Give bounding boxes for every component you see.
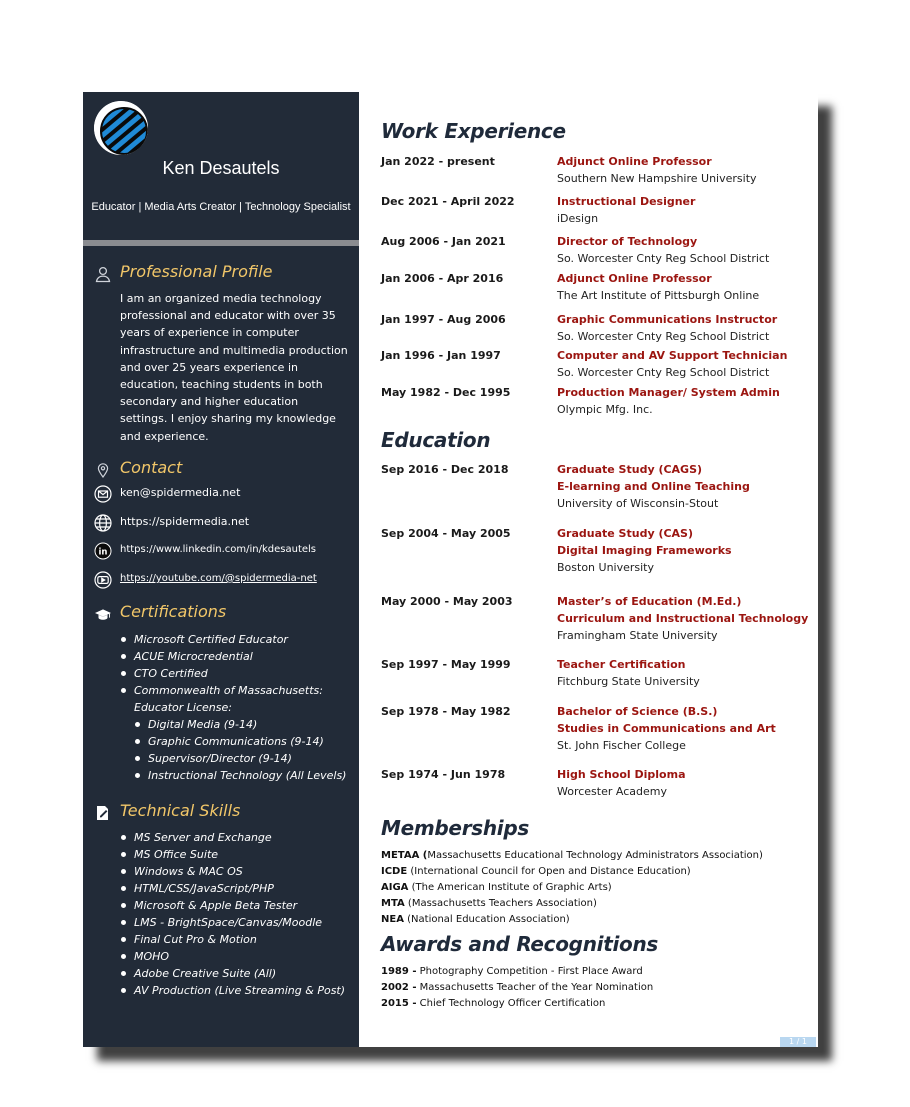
membership-item — [381, 882, 612, 893]
list-item: Adobe Creative Suite (All) — [120, 965, 345, 982]
entry-date: Aug 2006 - Jan 2021 — [381, 235, 506, 248]
page-indicator: 1 / 1 — [780, 1037, 816, 1047]
list-item: ACUE Microcredential — [120, 648, 346, 665]
award-text: Photography Competition - First Place Award — [416, 966, 643, 977]
list-item: HTML/CSS/JavaScript/PHP — [120, 880, 345, 897]
entry-title: Computer and AV Support Technician — [557, 349, 788, 362]
award-year: 2015 - — [381, 998, 417, 1009]
list-item: MS Server and Exchange — [120, 829, 345, 846]
entry-title: High School Diploma — [557, 768, 686, 781]
list-item: Supervisor/Director (9-14) — [134, 750, 346, 767]
tagline: Educator | Media Arts Creator | Technology Specialist — [91, 201, 351, 213]
profile-title: Professional Profile — [120, 262, 273, 281]
person-name: Ken Desautels — [162, 158, 280, 178]
person-icon — [94, 265, 112, 283]
list-item: LMS - BrightSpace/Canvas/Moodle — [120, 914, 345, 931]
entry-org: So. Worcester Cnty Reg School District — [557, 252, 770, 265]
membership-text: (Massachusetts Teachers Association) — [404, 898, 597, 909]
contact-website[interactable] — [83, 513, 359, 533]
membership-abbr: ICDE — [381, 866, 408, 877]
list-item: Graphic Communications (9-14) — [134, 733, 346, 750]
entry-org: iDesign — [557, 212, 599, 225]
list-item: Microsoft Certified Educator — [120, 631, 346, 648]
contact-email[interactable] — [83, 484, 359, 504]
entry-title: Teacher Certification — [557, 658, 686, 671]
contact-title: Contact — [120, 458, 183, 477]
membership-abbr: AIGA — [381, 882, 409, 893]
entry-date: Jan 2022 - present — [381, 155, 495, 168]
profile-heading — [83, 262, 359, 286]
list-item: MS Office Suite — [120, 846, 345, 863]
entry-date: Sep 1974 - Jun 1978 — [381, 768, 506, 781]
awards-heading: Awards and Recognitions — [381, 932, 658, 956]
youtube-icon — [94, 571, 112, 589]
globe-icon — [94, 514, 112, 532]
entry-title: Production Manager/ System Admin — [557, 386, 780, 399]
list-item: Microsoft & Apple Beta Tester — [120, 897, 345, 914]
youtube-text[interactable]: https://youtube.com/@spidermedia-net — [120, 573, 317, 584]
membership-item — [381, 914, 570, 925]
contact-linkedin[interactable] — [83, 541, 359, 561]
membership-item — [381, 866, 691, 877]
entry-subtitle: Curriculum and Instructional Technology — [557, 612, 809, 625]
spider-media-logo — [94, 101, 148, 155]
main-content — [359, 92, 818, 1047]
entry-date: Sep 2004 - May 2005 — [381, 527, 511, 540]
list-item: Instructional Technology (All Levels) — [134, 767, 346, 784]
certifications-heading — [83, 602, 359, 626]
resume-page — [83, 92, 818, 1047]
membership-text: Massachusetts Educational Technology Administrators Association) — [427, 850, 763, 861]
entry-title: Adjunct Online Professor — [557, 272, 712, 285]
svg-text:in: in — [98, 547, 108, 558]
graduation-cap-icon — [94, 605, 112, 623]
entry-org: Framingham State University — [557, 629, 718, 642]
entry-date: Sep 1978 - May 1982 — [381, 705, 511, 718]
entry-title: Instructional Designer — [557, 195, 696, 208]
list-item: CTO Certified — [120, 665, 346, 682]
entry-title: Graduate Study (CAGS) — [557, 463, 703, 476]
entry-date: May 2000 - May 2003 — [381, 595, 513, 608]
contact-youtube[interactable] — [83, 570, 359, 590]
entry-org: Worcester Academy — [557, 785, 667, 798]
entry-date: Sep 2016 - Dec 2018 — [381, 463, 509, 476]
list-item: AV Production (Live Streaming & Post) — [120, 982, 345, 999]
entry-subtitle: Digital Imaging Frameworks — [557, 544, 732, 557]
document-pencil-icon — [94, 804, 112, 822]
certifications-title: Certifications — [120, 602, 227, 621]
linkedin-icon — [94, 542, 112, 560]
award-text: Massachusetts Teacher of the Year Nomination — [416, 982, 654, 993]
list-item: Final Cut Pro & Motion — [120, 931, 345, 948]
award-year: 2002 - — [381, 982, 417, 993]
list-item: MOHO — [120, 948, 345, 965]
envelope-icon — [94, 485, 112, 503]
sidebar-divider — [83, 240, 359, 246]
membership-item — [381, 850, 763, 861]
membership-text: (International Council for Open and Distance Education) — [407, 866, 691, 877]
profile-text: I am an organized media technology professional and educator with over 35 years of experience in computer infrastructure and multimedia production and over 25 years experience in education, teaching students in both secondary and higher education settings. I enjoy sharing my knowledge and experience. — [120, 292, 348, 443]
award-item — [381, 966, 643, 977]
certifications-list — [120, 631, 346, 784]
membership-text: (The American Institute of Graphic Arts) — [408, 882, 612, 893]
entry-org: Olympic Mfg. Inc. — [557, 403, 653, 416]
award-item — [381, 998, 605, 1009]
contact-heading — [83, 458, 359, 482]
education-heading: Education — [381, 428, 491, 452]
entry-org: Fitchburg State University — [557, 675, 700, 688]
list-item: Digital Media (9-14) — [134, 716, 346, 733]
memberships-heading: Memberships — [381, 816, 529, 840]
list-item: Commonwealth of Massachusetts: — [120, 682, 346, 699]
membership-abbr: NEA — [381, 914, 404, 925]
list-item: Windows & MAC OS — [120, 863, 345, 880]
entry-org: So. Worcester Cnty Reg School District — [557, 330, 770, 343]
entry-date: Sep 1997 - May 1999 — [381, 658, 511, 671]
entry-title: Graduate Study (CAS) — [557, 527, 694, 540]
entry-org: The Art Institute of Pittsburgh Online — [557, 289, 760, 302]
email-text[interactable]: ken@spidermedia.net — [120, 486, 241, 499]
entry-date: May 1982 - Dec 1995 — [381, 386, 511, 399]
entry-org: St. John Fischer College — [557, 739, 686, 752]
award-text: Chief Technology Officer Certification — [416, 998, 606, 1009]
entry-date: Jan 1997 - Aug 2006 — [381, 313, 506, 326]
entry-title: Bachelor of Science (B.S.) — [557, 705, 718, 718]
list-item: Educator License: — [134, 701, 232, 714]
membership-abbr: MTA — [381, 898, 405, 909]
entry-subtitle: Studies in Communications and Art — [557, 722, 776, 735]
entry-org: University of Wisconsin-Stout — [557, 497, 719, 510]
linkedin-text[interactable]: https://www.linkedin.com/in/kdesautels — [120, 544, 317, 555]
entry-org: Southern New Hampshire University — [557, 172, 757, 185]
skills-title: Technical Skills — [120, 801, 241, 820]
work-heading: Work Experience — [381, 119, 566, 143]
entry-date: Jan 1996 - Jan 1997 — [381, 349, 501, 362]
entry-title: Adjunct Online Professor — [557, 155, 712, 168]
entry-org: Boston University — [557, 561, 655, 574]
entry-org: So. Worcester Cnty Reg School District — [557, 366, 770, 379]
entry-title: Master’s of Education (M.Ed.) — [557, 595, 742, 608]
award-year: 1989 - — [381, 966, 417, 977]
location-pin-icon — [94, 461, 112, 479]
skills-list — [120, 829, 345, 999]
entry-date: Jan 2006 - Apr 2016 — [381, 272, 504, 285]
award-item — [381, 982, 653, 993]
membership-abbr: METAA ( — [381, 850, 428, 861]
entry-date: Dec 2021 - April 2022 — [381, 195, 515, 208]
entry-title: Graphic Communications Instructor — [557, 313, 778, 326]
entry-title: Director of Technology — [557, 235, 698, 248]
entry-subtitle: E-learning and Online Teaching — [557, 480, 750, 493]
website-text[interactable]: https://spidermedia.net — [120, 515, 250, 528]
membership-text: (National Education Association) — [403, 914, 570, 925]
membership-item — [381, 898, 597, 909]
skills-heading — [83, 801, 359, 825]
sidebar — [83, 92, 359, 1047]
